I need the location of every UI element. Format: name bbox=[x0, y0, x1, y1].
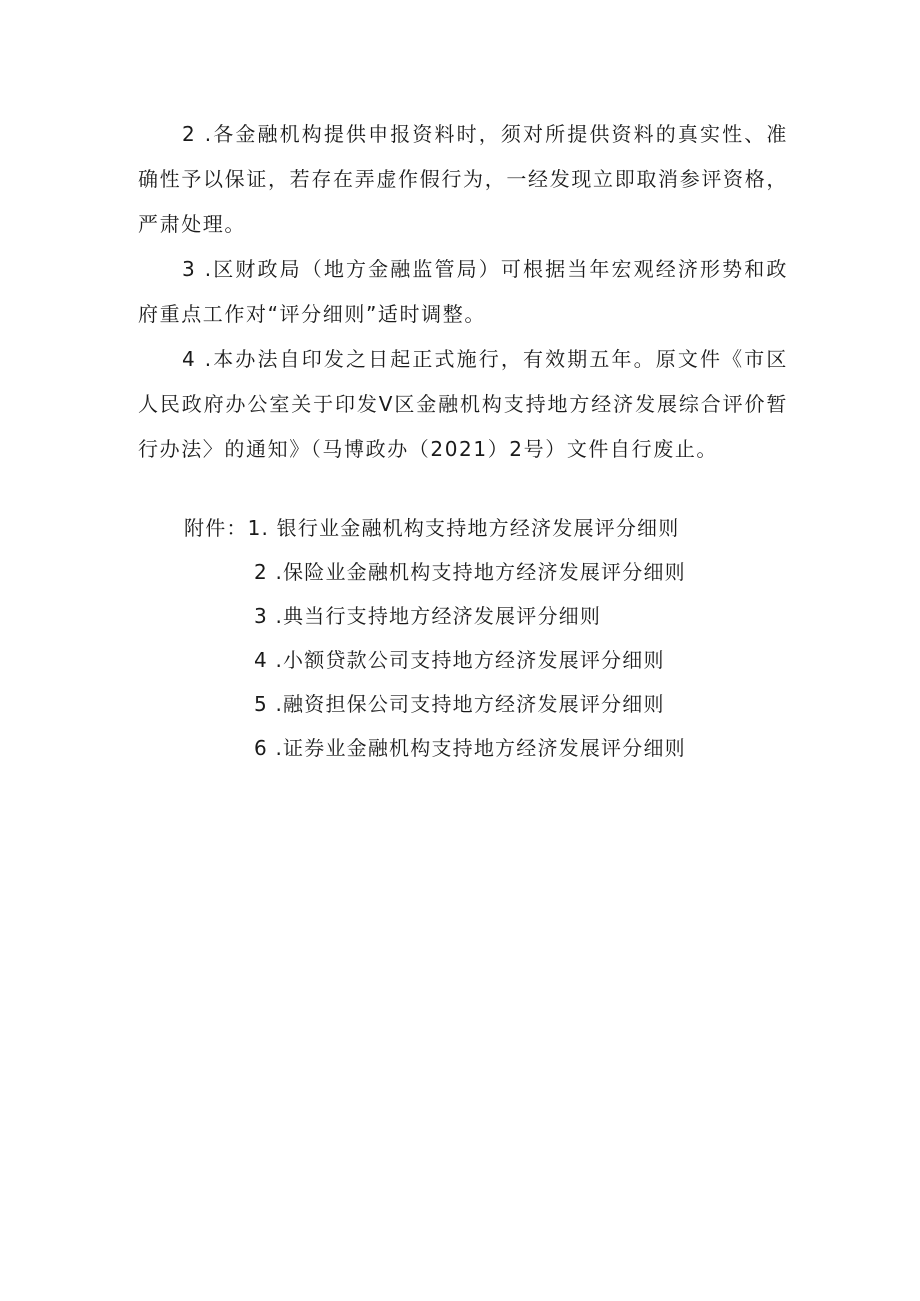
attachment-item-6: 6 .证券业金融机构支持地方经济发展评分细则 bbox=[254, 736, 686, 760]
attachment-label: 附件： bbox=[184, 516, 248, 540]
paragraph-item-3: 3 .区财政局（地方金融监管局）可根据当年宏观经济形势和政府重点工作对“评分细则”适时调整。 bbox=[138, 257, 788, 326]
attachment-item-3: 3 .典当行支持地方经济发展评分细则 bbox=[254, 604, 602, 628]
attachment-line-1 bbox=[184, 514, 679, 542]
attachment-item-1: 1. 银行业金融机构支持地方经济发展评分细则 bbox=[247, 516, 680, 540]
attachment-item-2: 2 .保险业金融机构支持地方经济发展评分细则 bbox=[254, 560, 686, 584]
paragraph-item-2: 2 .各金融机构提供申报资料时，须对所提供资料的真实性、准确性予以保证，若存在弄虚作假行为，一经发现立即取消参评资格，严肃处理。 bbox=[138, 122, 788, 236]
attachment-item-5: 5 .融资担保公司支持地方经济发展评分细则 bbox=[254, 692, 665, 716]
attachment-item-4: 4 .小额贷款公司支持地方经济发展评分细则 bbox=[254, 648, 665, 672]
paragraph-item-4: 4 .本办法自印发之日起正式施行，有效期五年。原文件《市区人民政府办公室关于印发V区金融机构支持地方经济发展综合评价暂行办法〉的通知》（马博政办（2021）2号）文件自行废止。 bbox=[138, 347, 788, 461]
